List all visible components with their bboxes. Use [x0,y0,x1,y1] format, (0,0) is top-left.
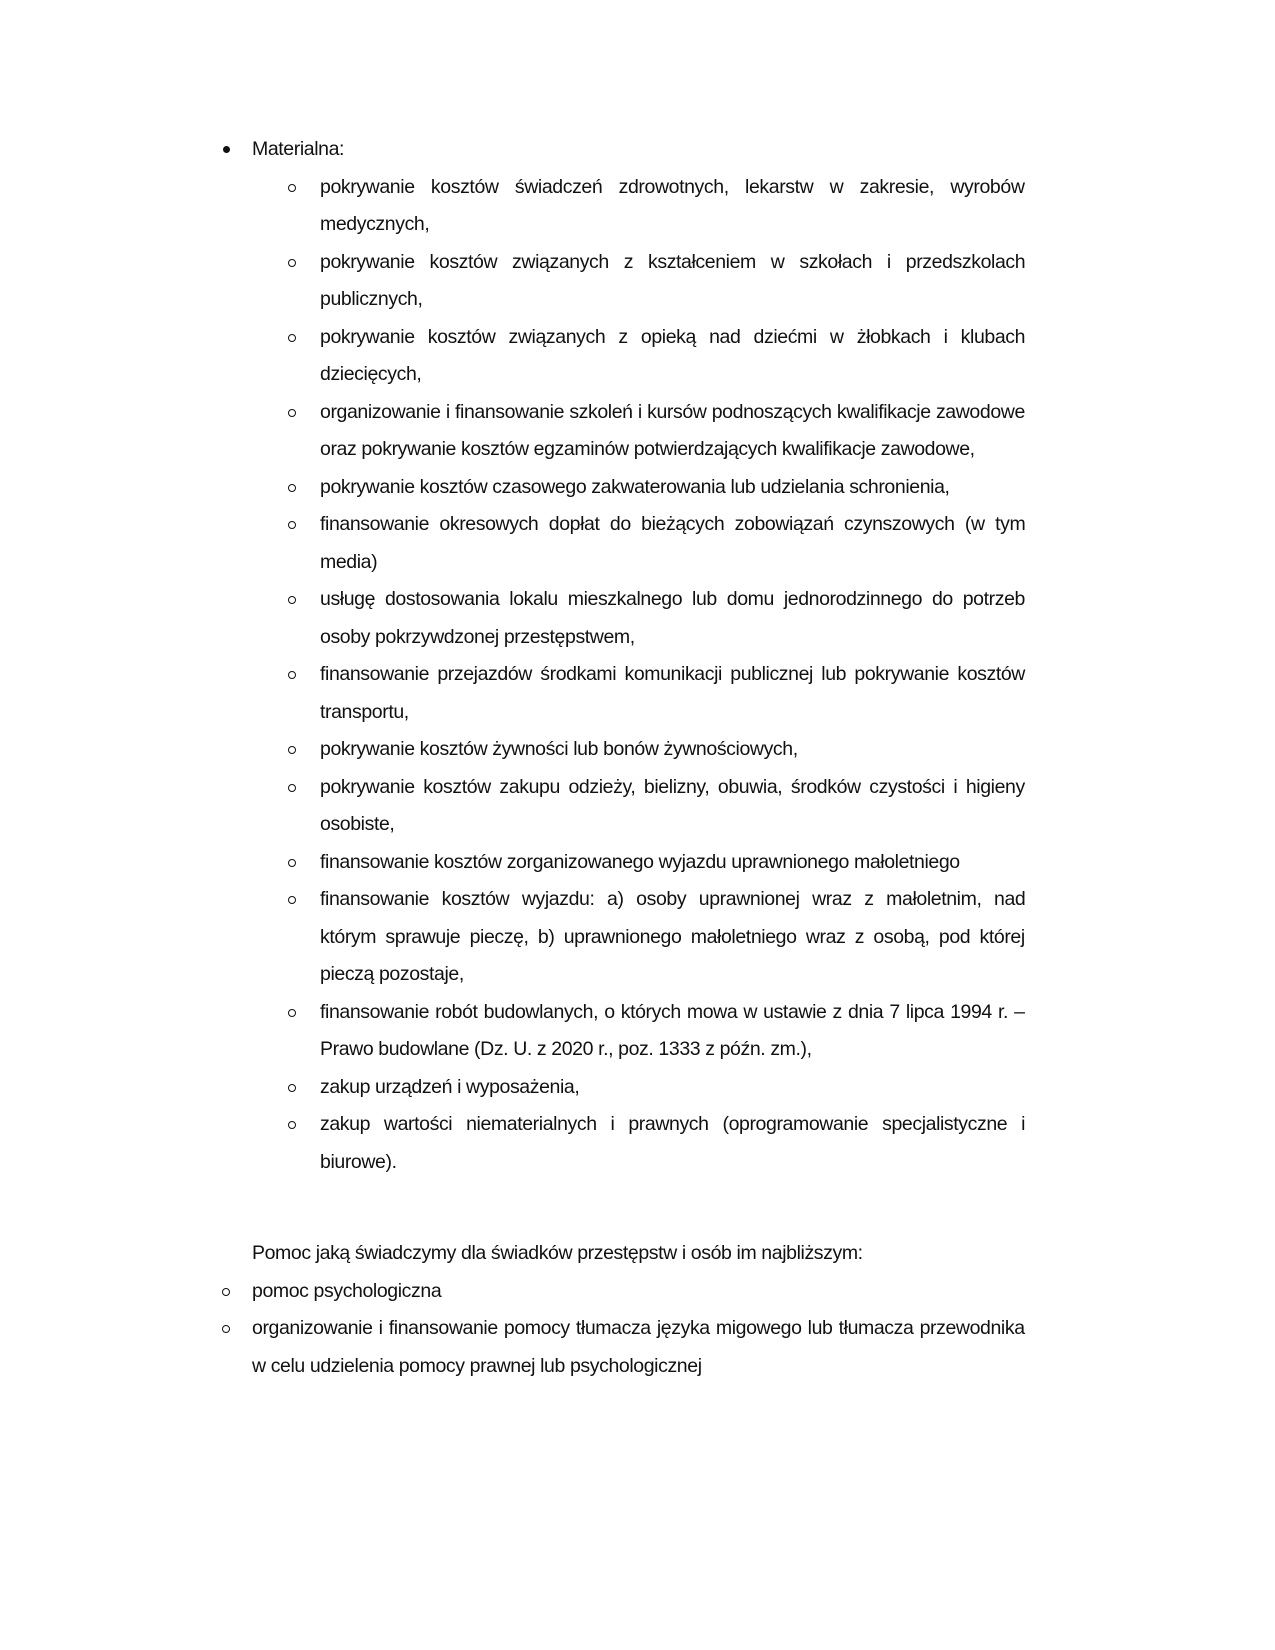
list-item-line: organizowanie i finansowanie szkoleń i kursów podnoszących kwalifikacje zawodowe [320,400,1025,423]
section-heading: Pomoc jaką świadczymy dla świadków przestępstw i osób im najbliższym: [252,1242,863,1264]
list-item-line: pokrywanie kosztów związanych z kształceniem w szkołach i przedszkolach [320,250,1026,273]
list-item-line: oraz pokrywanie kosztów egzaminów potwierdzających kwalifikacje zawodowe, [320,438,975,460]
bullet-circle-icon [288,259,296,267]
list-item-line: finansowanie kosztów zorganizowanego wyjazdu uprawnionego małoletniego [320,850,960,873]
section-heading: Materialna: [252,138,345,160]
bullet-circle-icon [288,1121,296,1129]
bullet-circle-icon [222,1288,230,1296]
bullet-circle-icon [288,409,296,417]
list-item-line: którym sprawuje pieczę, b) uprawnionego małoletniego wraz z osobą, pod której [320,925,1025,948]
list-item-line: finansowanie kosztów wyjazdu: a) osoby uprawnionej wraz z małoletnim, nad [320,888,1026,910]
bullet-circle-icon [288,596,296,604]
list-item-line: finansowanie robót budowlanych, o których mowa w ustawie z dnia 7 lipca 1994 r. – [320,1000,1025,1023]
bullet-circle-icon [288,784,296,792]
list-item-line: finansowanie przejazdów środkami komunikacji publicznej lub pokrywanie kosztów [320,663,1025,685]
bullet-circle-icon [288,1009,296,1017]
bullet-dot-icon [223,146,230,153]
bullet-circle-icon [222,1325,230,1333]
list-item-line: Prawo budowlane (Dz. U. z 2020 r., poz. 1333 z późn. zm.), [320,1038,812,1060]
bullet-circle-icon [288,671,296,679]
list-item-line: w celu udzielenia pomocy prawnej lub psychologicznej [252,1354,702,1377]
list-item-line: pomoc psychologiczna [252,1279,442,1302]
list-item-line: publicznych, [320,288,423,310]
list-item-line: biurowe). [320,1150,397,1173]
bullet-circle-icon [288,746,296,754]
list-item-line: osoby pokrzywdzonej przestępstwem, [320,625,635,648]
list-item-line: pokrywanie kosztów związanych z opieką nad dziećmi w żłobkach i klubach [320,325,1026,348]
list-item-line: pokrywanie kosztów żywności lub bonów żywnościowych, [320,738,798,760]
list-item-line: organizowanie i finansowanie pomocy tłumacza języka migowego lub tłumacza przewodnika [252,1317,1025,1339]
bullet-circle-icon [288,334,296,342]
list-item-line: osobiste, [320,813,395,835]
bullet-circle-icon [288,184,296,192]
list-item-line: medycznych, [320,213,430,235]
list-item-line: zakup urządzeń i wyposażenia, [320,1075,580,1098]
bullet-circle-icon [288,484,296,492]
list-item-line: pieczą pozostaje, [320,963,464,985]
list-item-line: zakup wartości niematerialnych i prawnych (oprogramowanie specjalistyczne i [320,1113,1026,1135]
bullet-circle-icon [288,1084,296,1092]
list-item-line: media) [320,550,378,573]
bullet-circle-icon [288,896,296,904]
bullet-circle-icon [288,521,296,529]
list-item-line: pokrywanie kosztów czasowego zakwaterowania lub udzielania schronienia, [320,475,950,498]
bullet-circle-icon [288,859,296,867]
list-item-line: finansowanie okresowych dopłat do bieżących zobowiązań czynszowych (w tym [320,513,1026,535]
list-item-line: dziecięcych, [320,363,422,385]
list-item-line: pokrywanie kosztów świadczeń zdrowotnych, lekarstw w zakresie, wyrobów [320,175,1025,198]
list-item-line: usługę dostosowania lokalu mieszkalnego lub domu jednorodzinnego do potrzeb [320,588,1025,610]
list-item-line: transportu, [320,700,409,723]
list-item-line: pokrywanie kosztów zakupu odzieży, bielizny, obuwia, środków czystości i higieny [320,775,1025,798]
